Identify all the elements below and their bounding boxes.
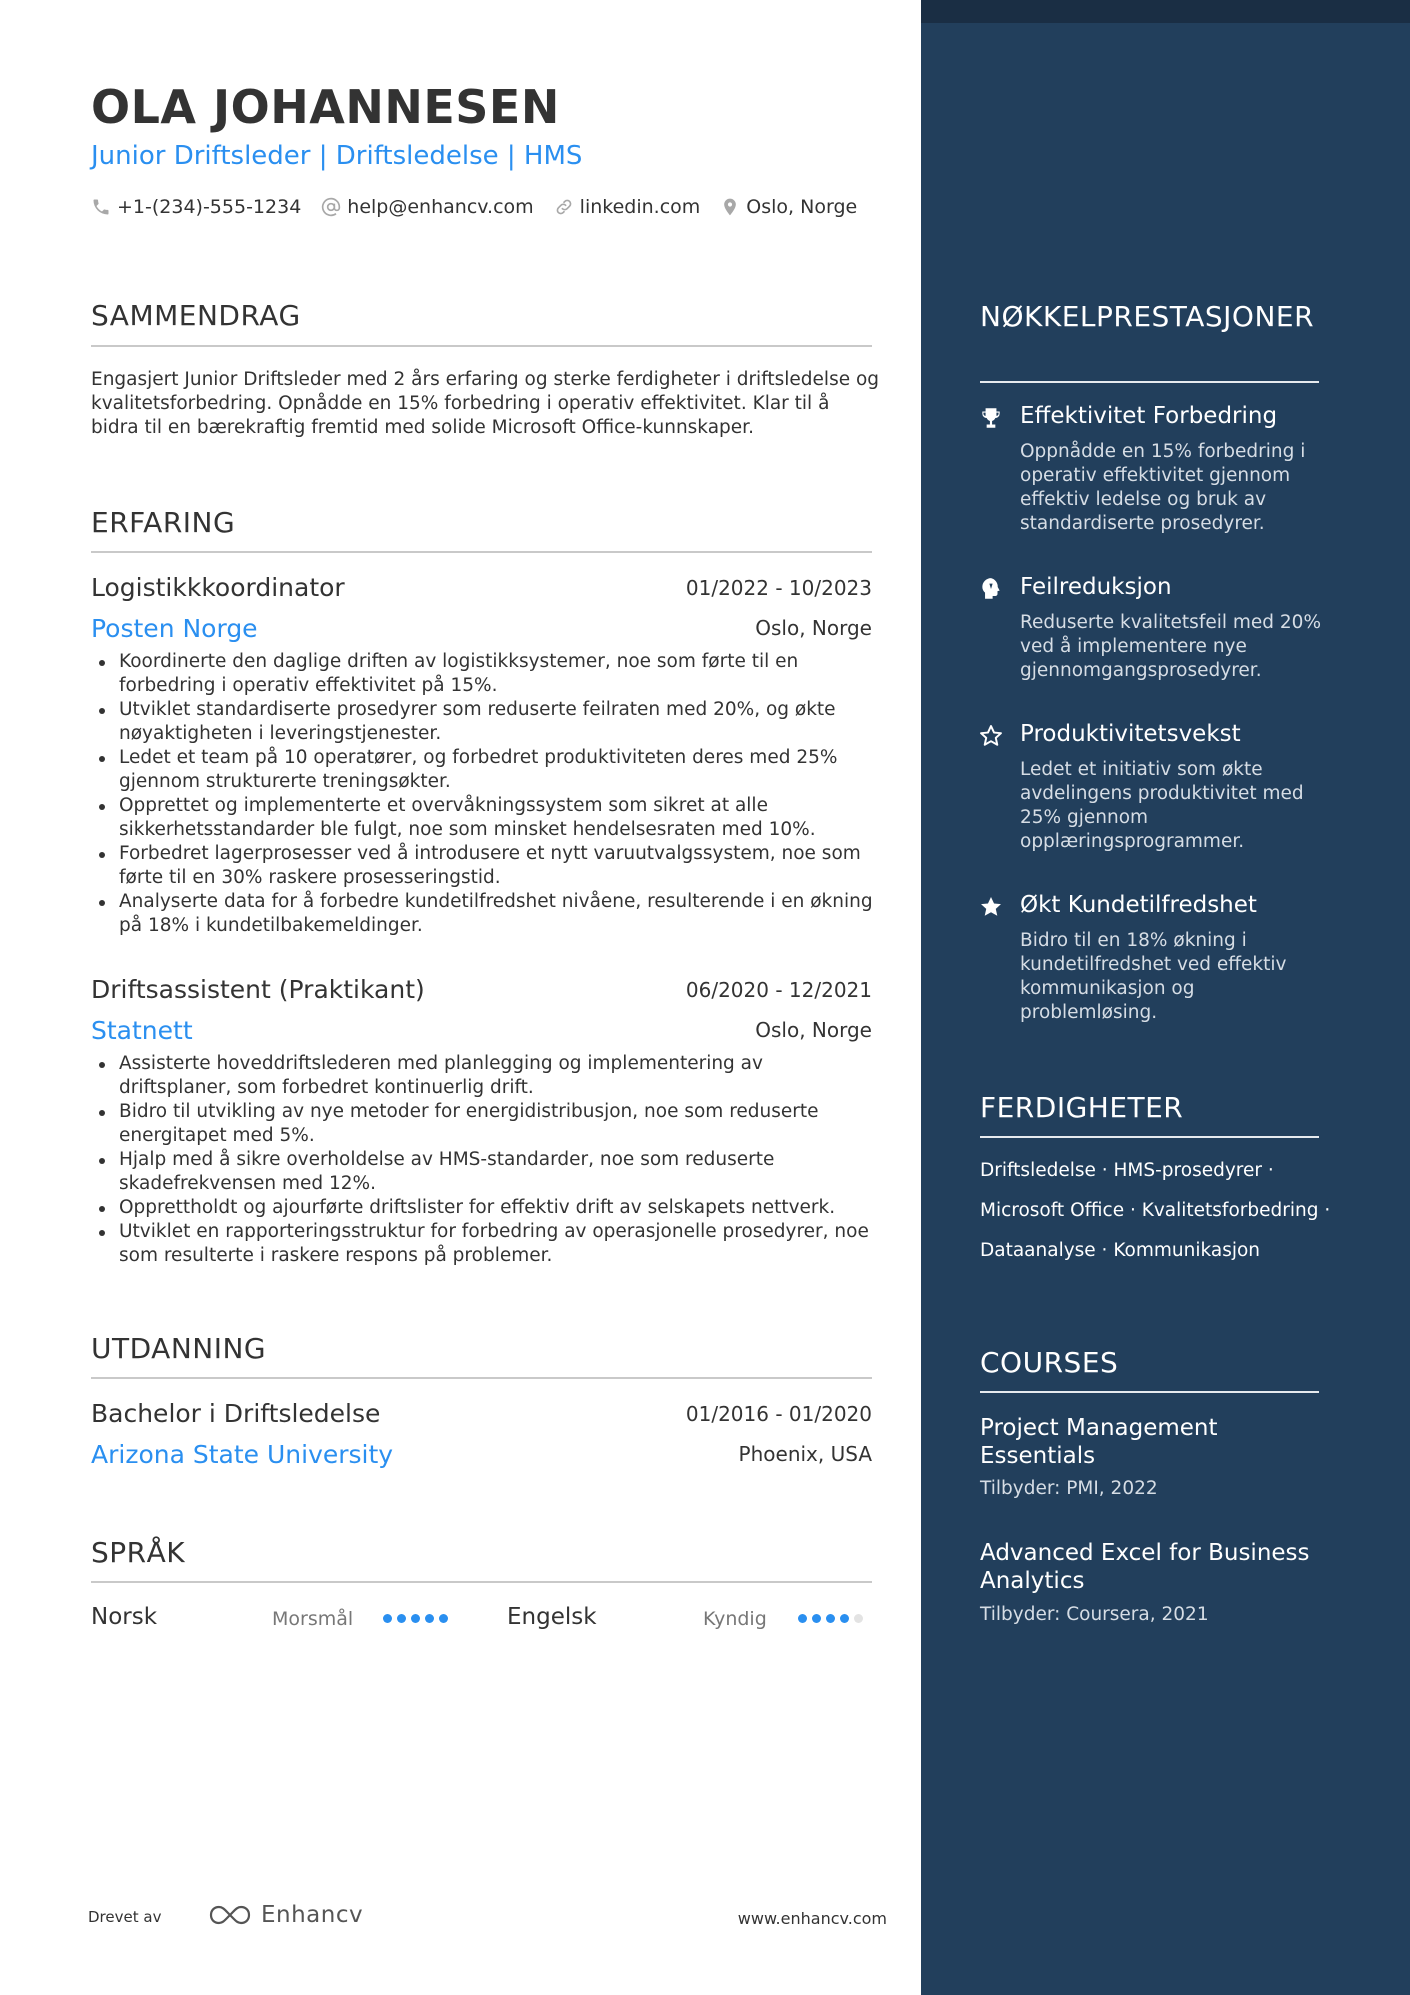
contact-phone[interactable]	[91, 196, 301, 218]
footer-brand: Enhancv	[261, 1902, 364, 1928]
skills-line: Dataanalyse · Kommunikasjon	[980, 1240, 1261, 1261]
job-title: Driftsassistent (Praktikant)	[91, 975, 425, 1004]
achievement-title: Produktivitetsvekst	[1020, 721, 1241, 747]
bullet-item: Forbedret lagerprosesser ved å introdusere et nytt varuutvalgssystem, noe som førte til en 30% raskere prosesseringstid.	[91, 842, 881, 890]
achievement-desc: Oppnådde en 15% forbedring i operativ effektivitet gjennom effektiv ledelse og bruk av standardiserte prosedyrer.	[1020, 441, 1306, 534]
at-icon	[321, 197, 341, 217]
location-text: Oslo, Norge	[746, 196, 858, 218]
job-dates: 01/2022 - 10/2023	[685, 576, 872, 600]
phone-icon	[91, 197, 111, 217]
contact-linkedin[interactable]	[554, 196, 701, 218]
trophy-icon	[978, 405, 1004, 431]
bullet-item: Ledet et team på 10 operatører, og forbedret produktiviteten deres med 25% gjennom strukturerte treningsøkter.	[91, 746, 881, 794]
achievements-title: NØKKELPRESTASJONER	[980, 300, 1315, 333]
experience-title: ERFARING	[91, 506, 236, 539]
bullet-item: Opprettholdt og ajourførte driftslister for effektiv drift av selskapets nettverk.	[91, 1196, 881, 1220]
head-icon	[978, 576, 1004, 602]
education-title: UTDANNING	[91, 1332, 267, 1365]
bullet-item: Analyserte data for å forbedre kundetilfredshet nivåene, resulterende i en økning på 18% i kundetilbakemeldinger.	[91, 890, 881, 938]
headline: Junior Driftsleder | Driftsledelse | HMS	[91, 141, 583, 171]
link-icon	[554, 197, 574, 217]
education-dates: 01/2016 - 01/2020	[685, 1402, 872, 1426]
course-provider: Tilbyder: Coursera, 2021	[980, 1604, 1209, 1625]
job-bullets	[91, 1052, 881, 1268]
courses-title: COURSES	[980, 1346, 1119, 1379]
bullet-item: Hjalp med å sikre overholdelse av HMS-standarder, noe som reduserte skadefrekvensen med 12%.	[91, 1148, 881, 1196]
courses-divider	[980, 1391, 1319, 1393]
bullet-item: Assisterte hoveddriftslederen med planlegging og implementering av driftsplaner, som forbedret kontinuerlig drift.	[91, 1052, 881, 1100]
rating-dot-filled	[425, 1614, 434, 1623]
contact-location	[720, 196, 857, 218]
rating-dot-filled	[798, 1614, 807, 1623]
contact-bar	[91, 196, 877, 218]
rating-dot-filled	[812, 1614, 821, 1623]
skills-line: Microsoft Office · Kvalitetsforbedring ·	[980, 1200, 1331, 1221]
achievement-title: Økt Kundetilfredshet	[1020, 892, 1257, 918]
star-outline-icon	[978, 723, 1004, 749]
rating-dot-filled	[439, 1614, 448, 1623]
candidate-name: OLA JOHANNESEN	[91, 80, 560, 134]
achievement-desc: Ledet et initiativ som økte avdelingens produktivitet med 25% gjennom opplæringsprogrammer.	[1020, 759, 1304, 852]
enhancv-logo-icon	[207, 1903, 253, 1927]
education-divider	[91, 1377, 872, 1379]
languages-divider	[91, 1581, 872, 1583]
skills-line: Driftsledelse · HMS-prosedyrer ·	[980, 1160, 1274, 1181]
language-level: Kyndig	[703, 1608, 767, 1630]
job-location: Oslo, Norge	[755, 1018, 872, 1042]
footer-label: Drevet av	[88, 1908, 162, 1926]
bullet-item: Opprettet og implementerte et overvåkningssystem som sikret at alle sikkerhetsstandarder ble fulgt, noe som minsket hendelsesraten med 10%.	[91, 794, 881, 842]
language-name: Norsk	[91, 1604, 158, 1630]
contact-email[interactable]	[321, 196, 533, 218]
skills-title: FERDIGHETER	[980, 1091, 1184, 1124]
job-location: Oslo, Norge	[755, 616, 872, 640]
bullet-item: Bidro til utvikling av nye metoder for energidistribusjon, noe som reduserte energitapet med 5%.	[91, 1100, 881, 1148]
footer-url[interactable]: www.enhancv.com	[737, 1909, 887, 1928]
degree: Bachelor i Driftsledelse	[91, 1399, 381, 1428]
achievement-title: Feilreduksjon	[1020, 574, 1172, 600]
location-pin-icon	[720, 197, 740, 217]
enhancv-logo[interactable]	[207, 1902, 363, 1928]
job-bullets	[91, 650, 881, 938]
star-filled-icon	[978, 894, 1004, 920]
course-provider: Tilbyder: PMI, 2022	[980, 1478, 1158, 1499]
linkedin-text: linkedin.com	[579, 196, 701, 218]
rating-dot-filled	[840, 1614, 849, 1623]
summary-title: SAMMENDRAG	[91, 299, 301, 332]
languages-title: SPRÅK	[91, 1536, 186, 1569]
company-name: Posten Norge	[91, 614, 258, 643]
course-title: Advanced Excel for Business Analytics	[980, 1540, 1310, 1594]
job-title: Logistikkkoordinator	[91, 573, 345, 602]
school-location: Phoenix, USA	[738, 1442, 872, 1466]
bullet-item: Koordinerte den daglige driften av logistikksystemer, noe som førte til en forbedring i operativ effektivitet på 15%.	[91, 650, 881, 698]
language-level: Morsmål	[272, 1608, 354, 1630]
achievement-desc: Reduserte kvalitetsfeil med 20% ved å implementere nye gjennomgangsprosedyrer.	[1020, 612, 1322, 681]
bullet-item: Utviklet standardiserte prosedyrer som reduserte feilraten med 20%, og økte nøyaktigheten i leveringstjenester.	[91, 698, 881, 746]
rating-dot-filled	[383, 1614, 392, 1623]
achievements-divider	[980, 381, 1319, 383]
bullet-item: Utviklet en rapporteringsstruktur for forbedring av operasjonelle prosedyrer, noe som resulterte i raskere respons på problemer.	[91, 1220, 881, 1268]
sidebar-top-bar	[921, 0, 1410, 23]
language-rating	[798, 1614, 868, 1623]
summary-divider	[91, 345, 872, 347]
company-name: Statnett	[91, 1016, 193, 1045]
language-name: Engelsk	[507, 1604, 597, 1630]
rating-dot-filled	[826, 1614, 835, 1623]
course-title: Project Management Essentials	[980, 1415, 1218, 1469]
achievement-desc: Bidro til en 18% økning i kundetilfredshet ved effektiv kommunikasjon og problemløsing.	[1020, 930, 1287, 1023]
school-name: Arizona State University	[91, 1440, 394, 1469]
experience-divider	[91, 551, 872, 553]
summary-text: Engasjert Junior Driftsleder med 2 års erfaring og sterke ferdigheter i driftsledelse og kvalitetsforbedring. Opnådde en 15% forbedring i operativ effektivitet. Klar til å bidra til en bærekraftig fremtid med solide Microsoft Office-kunnskaper.	[91, 369, 880, 438]
rating-dot-empty	[854, 1614, 863, 1623]
rating-dot-filled	[411, 1614, 420, 1623]
job-dates: 06/2020 - 12/2021	[685, 978, 872, 1002]
skills-divider	[980, 1136, 1319, 1138]
language-rating	[383, 1614, 453, 1623]
phone-text: +1-(234)-555-1234	[117, 196, 302, 218]
sidebar	[921, 0, 1410, 1995]
rating-dot-filled	[397, 1614, 406, 1623]
achievement-title: Effektivitet Forbedring	[1020, 403, 1278, 429]
email-text: help@enhancv.com	[347, 196, 534, 218]
